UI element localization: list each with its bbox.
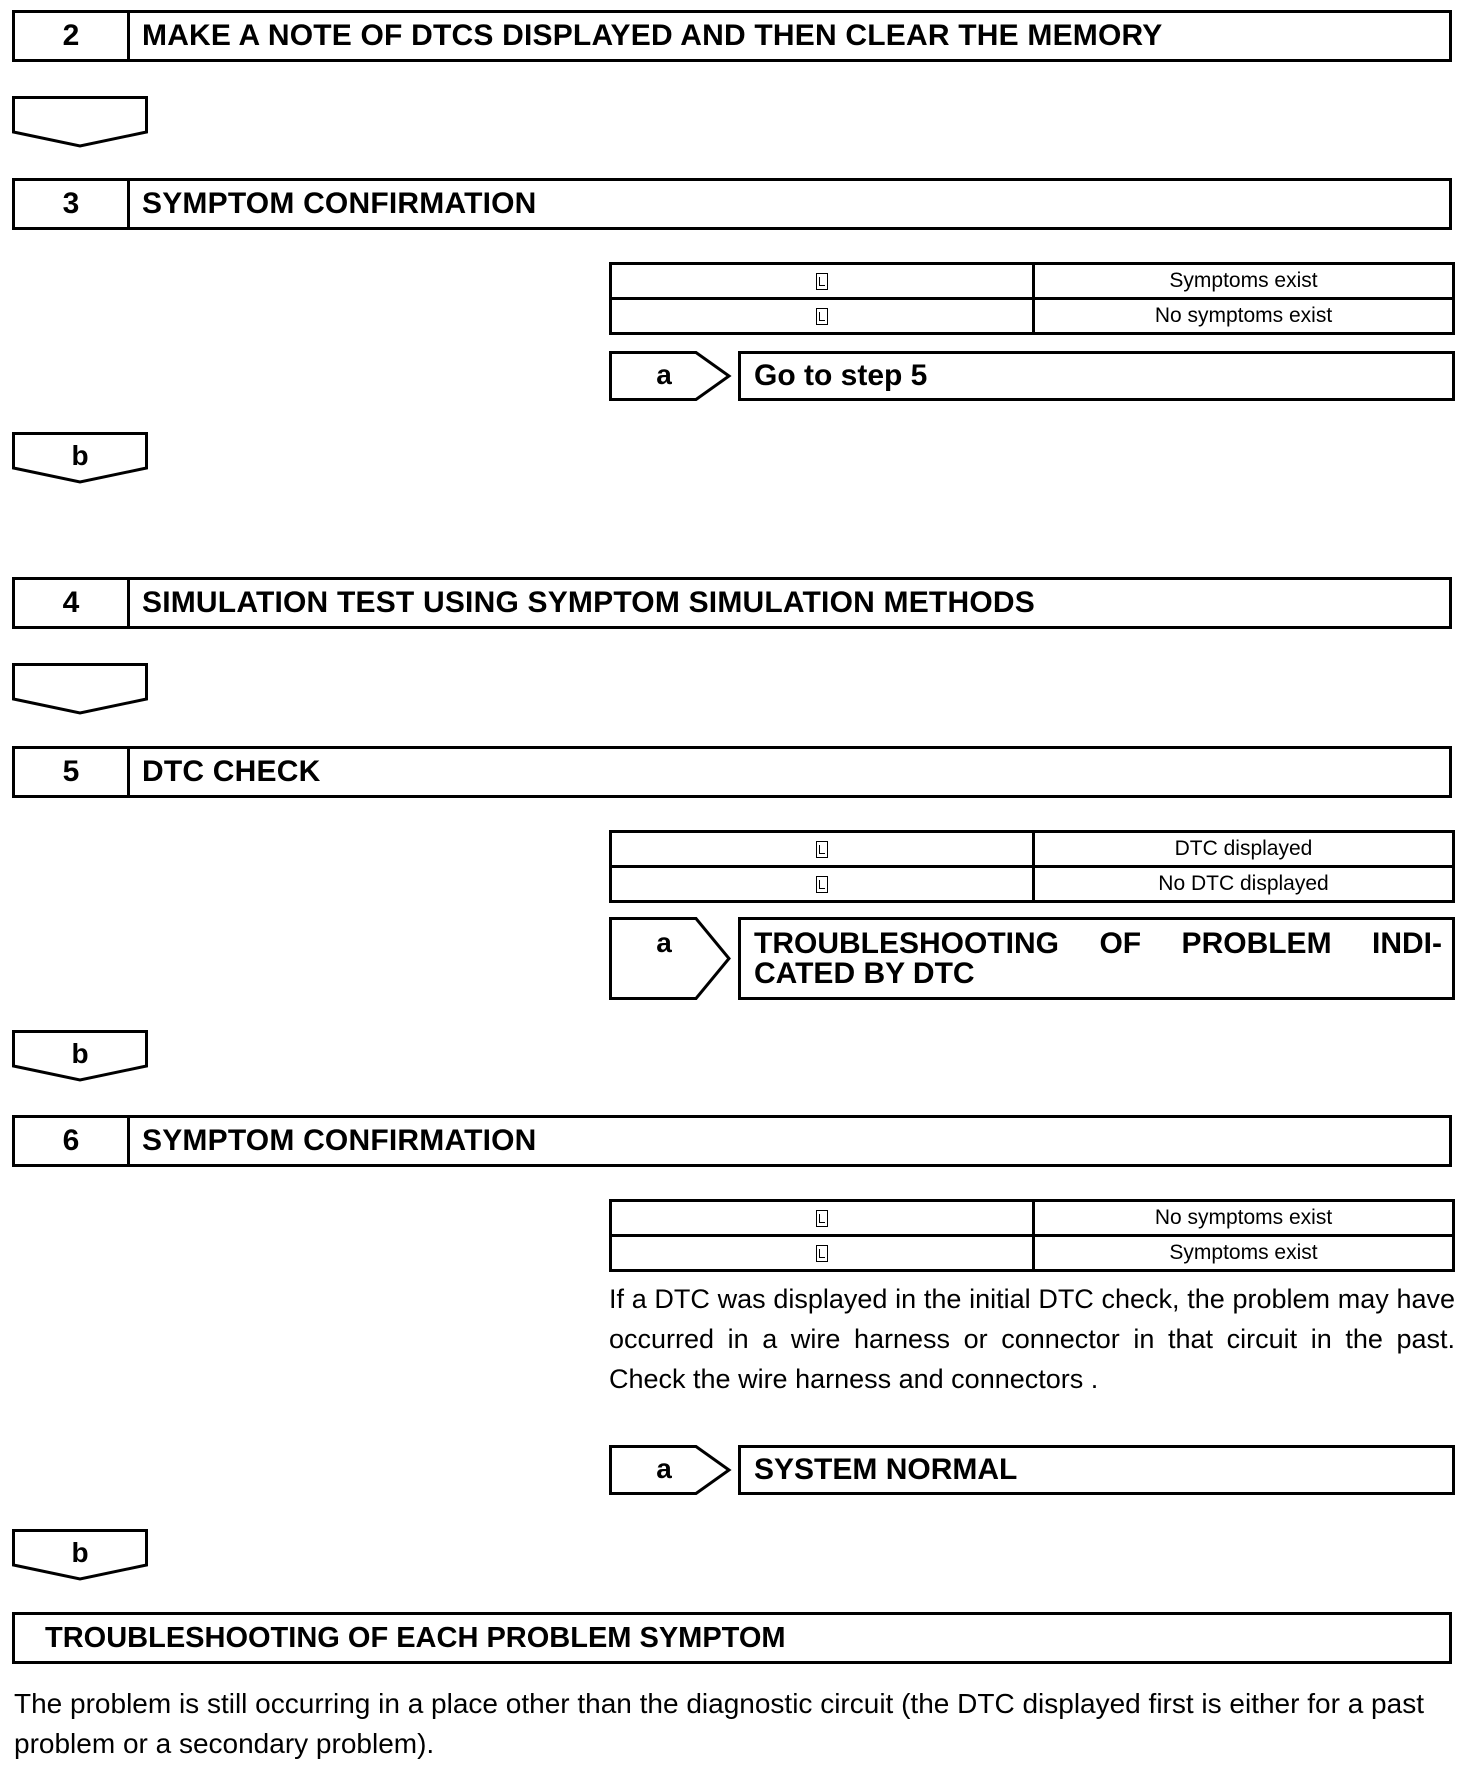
step-number: 5 <box>15 749 130 795</box>
branch-a-step5 <box>609 917 1455 1000</box>
step-title: SIMULATION TEST USING SYMPTOM SIMULATION METHODS <box>142 586 1035 619</box>
step-number: 4 <box>15 580 130 626</box>
result-text: DTC displayed <box>1034 832 1454 867</box>
result-a-icon <box>816 273 828 290</box>
step-3-header <box>12 178 1452 230</box>
result-table <box>609 1199 1455 1272</box>
flow-arrow-b <box>12 1030 148 1084</box>
result-b-icon <box>816 308 828 325</box>
table-row <box>611 1236 1454 1271</box>
final-step-box: TROUBLESHOOTING OF EACH PROBLEM SYMPTOM <box>12 1612 1452 1664</box>
step-title: SYMPTOM CONFIRMATION <box>142 1124 537 1157</box>
branch-result <box>738 917 1455 1000</box>
flow-arrow <box>12 96 148 150</box>
result-table <box>609 830 1455 903</box>
step-number: 2 <box>15 13 130 59</box>
result-text: No symptoms exist <box>1034 299 1454 334</box>
result-b-icon <box>816 876 828 893</box>
step-title: SYMPTOM CONFIRMATION <box>142 187 537 220</box>
result-text: Symptoms exist <box>1034 264 1454 299</box>
result-text: No DTC displayed <box>1034 867 1454 902</box>
table-row <box>611 867 1454 902</box>
branch-result-line: TROUBLESHOOTING OF PROBLEM INDI- <box>754 926 1442 960</box>
table-row <box>611 264 1454 299</box>
result-text: Symptoms exist <box>1034 1236 1454 1271</box>
table-row <box>611 299 1454 334</box>
step-title: MAKE A NOTE OF DTCS DISPLAYED AND THEN CLEAR THE MEMORY <box>142 19 1163 52</box>
result-b-icon <box>816 1245 828 1262</box>
table-row <box>611 832 1454 867</box>
final-description: The problem is still occurring in a place other than the diagnostic circuit (the DTC displayed first is either for a past problem or a secondary problem). <box>14 1688 1424 1759</box>
branch-label: a <box>656 359 672 390</box>
branch-label: a <box>656 927 672 958</box>
branch-a-step3 <box>609 351 1455 401</box>
branch-result: Go to step 5 <box>738 351 1455 401</box>
branch-result: SYSTEM NORMAL <box>738 1445 1455 1495</box>
flow-arrow-b <box>12 1529 148 1583</box>
step-number: 3 <box>15 181 130 227</box>
step-6-header <box>12 1115 1452 1167</box>
flow-label: b <box>71 1537 89 1568</box>
step-2-header <box>12 10 1452 62</box>
result-text: No symptoms exist <box>1034 1201 1454 1236</box>
branch-label: a <box>656 1453 672 1484</box>
step6-note: If a DTC was displayed in the initial DTC check, the problem may have occurred in a wire harness or connector in that circuit in the past. Check the wire harness and connectors . <box>609 1284 1455 1394</box>
flow-arrow <box>12 663 148 717</box>
step-4-header <box>12 577 1452 629</box>
flow-arrow-b <box>12 432 148 486</box>
branch-a-step6 <box>609 1445 1455 1495</box>
step-title: DTC CHECK <box>142 755 321 788</box>
flow-label: b <box>71 440 89 471</box>
flow-label: b <box>71 1038 89 1069</box>
result-a-icon <box>816 841 828 858</box>
result-table <box>609 262 1455 335</box>
result-a-icon <box>816 1210 828 1227</box>
step-5-header <box>12 746 1452 798</box>
table-row <box>611 1201 1454 1236</box>
step-number: 6 <box>15 1118 130 1164</box>
branch-result-line: CATED BY DTC <box>754 956 975 990</box>
